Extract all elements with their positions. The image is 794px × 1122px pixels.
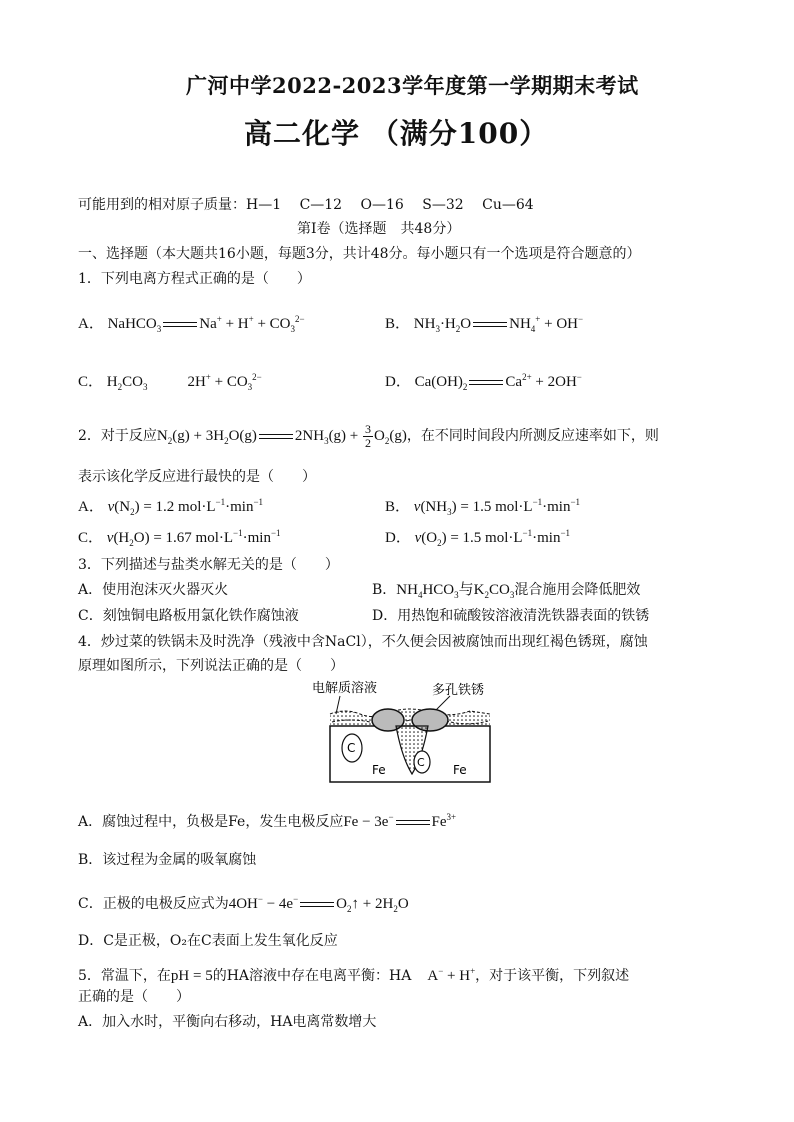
q1-option-b[interactable]: B． $NH_3\cdot H_2O$ $NH_4^+ + OH^-$	[385, 314, 584, 334]
option-label: C．	[78, 530, 104, 546]
school-exam-title: 广河中学2022-2023学年度第一学期期末考试	[186, 73, 639, 98]
corrosion-diagram	[300, 678, 500, 786]
q3-option-d[interactable]: D．用热饱和硫酸铵溶液清洗铁器表面的铁锈	[372, 608, 650, 624]
q3-option-b[interactable]: B．$NH_4HCO_3$与$K_2CO_3$混合施用会降低肥效	[372, 582, 641, 600]
q4-option-c[interactable]: C．正极的电极反应式为4OH− − 4e− $O_2↑ + 2H_2O$	[78, 894, 409, 914]
q2-option-c[interactable]: C． $v(H_2O) = 1.67$ $mol\cdot L^{-1}\cdot\min^{-1}$	[78, 528, 281, 548]
option-label: B．	[385, 316, 411, 332]
option-label: D．	[385, 374, 411, 390]
q3-stem: 3．下列描述与盐类水解无关的是（ ）	[78, 557, 339, 573]
q3-option-c[interactable]: C．刻蚀铜电路板用氯化铁作腐蚀液	[78, 608, 299, 624]
label-iron-1: Fe	[372, 763, 386, 777]
corrosion-diagram-svg	[300, 678, 500, 786]
q4-option-d[interactable]: D．C是正极，O₂在C表面上发生氧化反应	[78, 933, 338, 949]
option-label: B．	[385, 499, 411, 515]
q1-option-c[interactable]: C． $H_2CO_3$ $2H^+ + CO_3^{2-}$	[78, 372, 262, 392]
q4-option-a[interactable]: A．腐蚀过程中，负极是Fe，发生电极反应Fe − 3e− $Fe^{3+}$	[78, 812, 457, 830]
leader-line	[336, 696, 340, 714]
q2-stem-line2: 表示该化学反应进行最快的是（ ）	[78, 469, 316, 485]
atomic-mass-note: 可能用到的相对原子质量：H—1 C—12 O—16 S—32 Cu—64	[78, 197, 534, 213]
q2-option-b[interactable]: B． $v(NH_3) = 1.5$ $mol\cdot L^{-1}\cdot\min^{-1}$	[385, 497, 581, 517]
q1-stem: 1．下列电离方程式正确的是（ ）	[78, 271, 311, 287]
option-label: C．	[78, 374, 104, 390]
subject-title: 高二化学 （满分100）	[244, 117, 549, 150]
q2-option-d[interactable]: D． $v(O_2) = 1.5$ $mol\cdot L^{-1}\cdot\min^{-1}$	[385, 528, 571, 548]
q4-stem-line2: 原理如图所示，下列说法正确的是（ ）	[78, 658, 344, 674]
q1-option-a[interactable]: A． NaHCO$_3$ $Na^+ + H^+ + CO_3^{2-}$	[78, 314, 305, 334]
section-title: 一、选择题（本大题共16小题，每题3分，共计48分。每小题只有一个选项是符合题意的）	[78, 246, 641, 262]
q5-option-a[interactable]: A．加入水时，平衡向右移动，HA电离常数增大	[78, 1014, 377, 1030]
option-label: D．	[385, 530, 411, 546]
q5-stem-line1: 5．常温下，在pH = 5的HA溶液中存在电离平衡：HA A− + H+，对于该平衡，下列叙述	[78, 966, 630, 984]
label-iron-2: Fe	[453, 763, 467, 777]
leader-line	[436, 696, 450, 710]
volume-title: 第Ⅰ卷（选择题 共48分）	[297, 221, 461, 237]
option-label: A．	[78, 499, 104, 515]
label-rust: 多孔铁锈	[432, 683, 485, 698]
q1-option-d[interactable]: D． $Ca(OH)_2$ $Ca^{2+} + 2OH^-$	[385, 372, 582, 392]
label-carbon-1: C	[347, 741, 356, 755]
q2-stem-line1: 2．对于反应$N_2(g) + 3H_2O(g) 2NH_3(g)$ + $\frac{3}{2}$ $O_2(g)$，在不同时间段内所测反应速率如下，则	[78, 422, 659, 450]
label-electrolyte: 电解质溶液	[312, 681, 378, 696]
q4-stem-line1: 4．炒过菜的铁锅未及时洗净（残液中含NaCl），不久便会因被腐蚀而出现红褐色锈斑，腐蚀	[78, 634, 648, 650]
q4-option-b[interactable]: B．该过程为金属的吸氧腐蚀	[78, 852, 257, 868]
option-label: A．	[78, 316, 104, 332]
q2-option-a[interactable]: A． $v(N_2) = 1.2$ $mol\cdot L^{-1}\cdot\min^{-1}$	[78, 497, 264, 517]
q5-stem-line2: 正确的是（ ）	[78, 989, 190, 1005]
label-carbon-2: C	[417, 756, 425, 769]
q3-option-a[interactable]: A．使用泡沫灭火器灭火	[78, 582, 229, 598]
